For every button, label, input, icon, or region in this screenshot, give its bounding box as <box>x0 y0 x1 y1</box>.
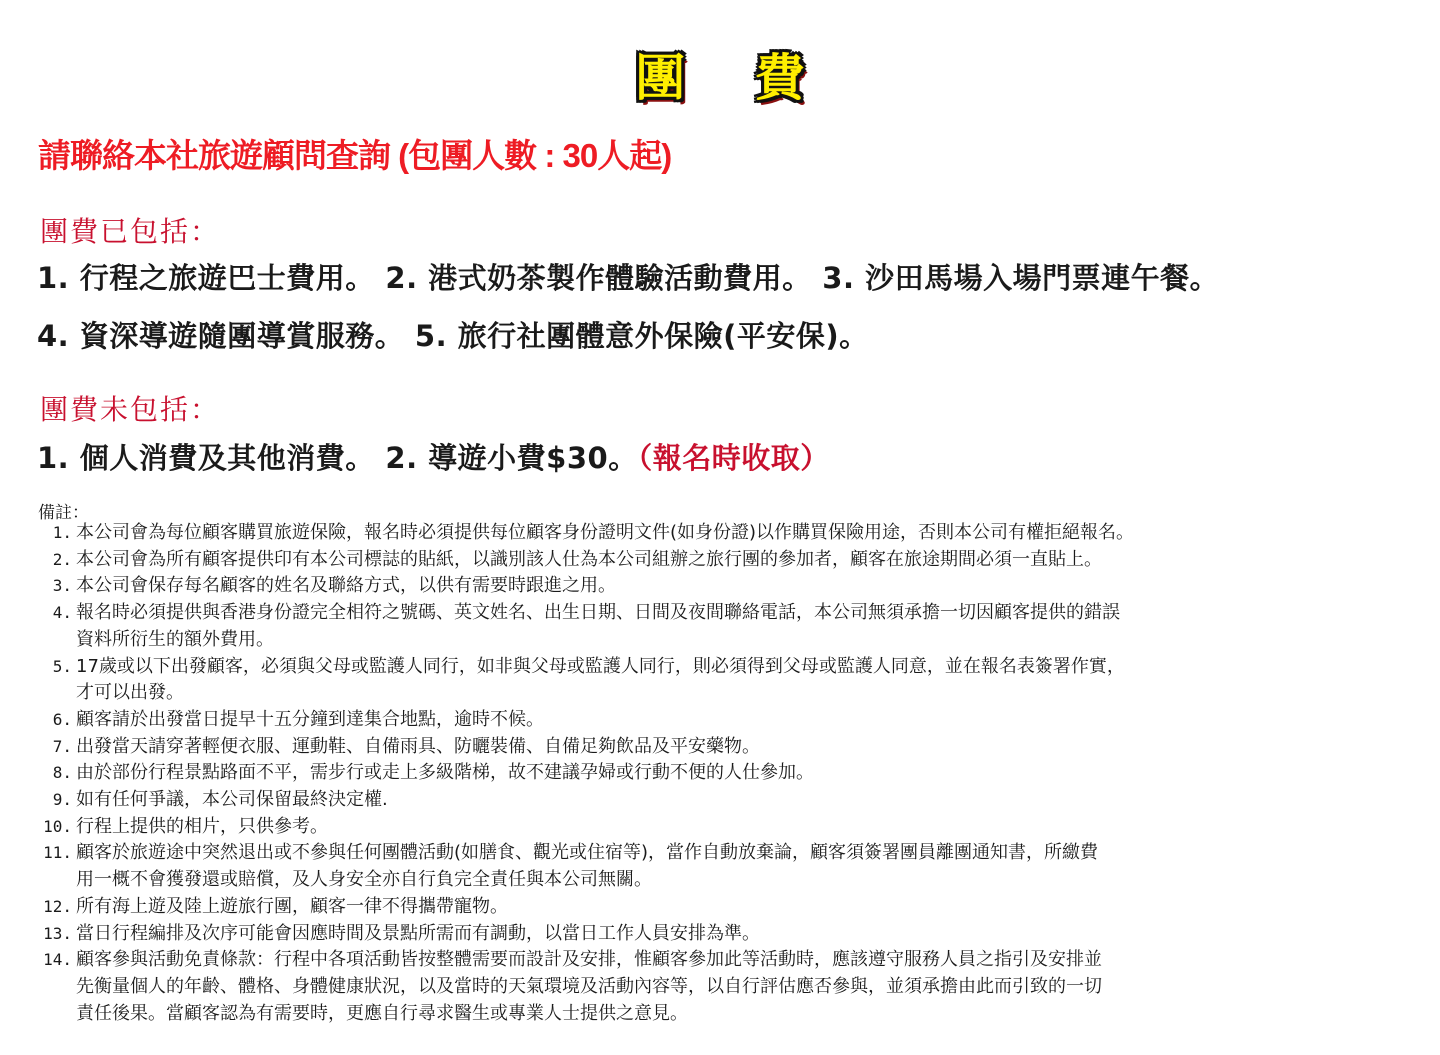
note-item <box>34 894 1424 921</box>
note-item <box>34 547 1424 574</box>
page-title: 團 費 <box>635 48 831 107</box>
note-line: 當日行程編排及次序可能會因應時間及景點所需而有調動，以當日工作人員安排為準。 <box>76 922 760 944</box>
note-text <box>76 734 760 761</box>
note-item <box>34 760 1424 787</box>
note-line: 用一概不會獲發還或賠償，及人身安全亦自行負完全責任與本公司無關。 <box>76 869 652 891</box>
notes-list <box>34 520 1424 1027</box>
notes-heading: 備註： <box>38 503 89 523</box>
note-number: 1. <box>52 523 72 542</box>
note-line: 顧客於旅遊途中突然退出或不參與任何團體活動(如膳食、觀光或住宿等)，當作自動放棄論，顧客須簽署團員離團通知書，所繳費 <box>76 842 1099 864</box>
note-line: 行程上提供的相片，只供參考。 <box>76 815 328 837</box>
note-line: 顧客請於出發當日提早十五分鐘到達集合地點，逾時不候。 <box>76 708 544 730</box>
note-number: 4. <box>52 603 72 623</box>
note-item <box>34 654 1424 707</box>
note-line: 才可以出發。 <box>76 682 184 704</box>
note-text <box>76 600 1120 653</box>
note-item <box>34 520 1424 547</box>
note-number: 11. <box>43 843 72 863</box>
note-item <box>34 600 1424 653</box>
note-number: 14. <box>43 950 72 970</box>
note-line: 17歲或以下出發顧客，必須與父母或監護人同行，如非與父母或監護人同行，則必須得到父母或監護人同意，並在報名表簽署作實， <box>76 655 1125 677</box>
note-line: 所有海上遊及陸上遊旅行團，顧客一律不得攜帶寵物。 <box>76 895 508 917</box>
note-line: 出發當天請穿著輕便衣服、運動鞋、自備雨具、防曬裝備、自備足夠飲品及平安藥物。 <box>76 735 760 757</box>
contact-line: 請聯絡本社旅遊顧問查詢 (包團人數 : 30人起) <box>38 137 672 174</box>
note-number: 10. <box>43 816 72 836</box>
note-item <box>34 814 1424 841</box>
note-line: 本公司會為每位顧客購買旅遊保險，報名時必須提供每位顧客身份證明文件(如身份證)以作購買保險用途，否則本公司有權拒絕報名。 <box>76 522 1135 543</box>
excluded-note: （報名時收取） <box>637 441 830 475</box>
note-number: 6. <box>52 709 72 729</box>
note-number: 3. <box>52 576 72 596</box>
note-number: 13. <box>43 923 72 943</box>
note-item <box>34 734 1424 761</box>
note-text <box>76 654 1125 707</box>
excluded-line <box>37 436 830 477</box>
included-line-1: 1. 行程之旅遊巴士費用。 2. 港式奶茶製作體驗活動費用。 3. 沙田馬場入場門票連午餐。 <box>37 261 1220 295</box>
note-number: 5. <box>52 656 72 676</box>
included-heading: 團費已包括： <box>40 215 221 248</box>
note-item <box>34 787 1424 814</box>
note-line: 責任後果。當顧客認為有需要時，更應自行尋求醫生或專業人士提供之意見。 <box>76 1002 688 1024</box>
note-number: 9. <box>52 790 72 810</box>
note-line: 本公司會保存每名顧客的姓名及聯絡方式，以供有需要時跟進之用。 <box>76 575 616 597</box>
note-item <box>34 707 1424 734</box>
note-text <box>76 573 616 600</box>
note-line: 如有任何爭議，本公司保留最終決定權. <box>76 789 388 811</box>
note-item <box>34 573 1424 600</box>
note-text <box>76 520 1134 547</box>
excluded-text: 1. 個人消費及其他消費。 2. 導遊小費$30。 <box>37 441 638 475</box>
note-number: 7. <box>52 736 72 756</box>
note-line: 報名時必須提供與香港身份證完全相符之號碼、英文姓名、出生日期、日間及夜間聯絡電話，本公司無須承擔一切因顧客提供的錯誤 <box>76 602 1120 624</box>
note-text <box>76 840 1098 893</box>
note-number: 8. <box>52 763 72 783</box>
included-line-2: 4. 資深導遊隨團導賞服務。 5. 旅行社團體意外保險(平安保)。 <box>37 319 869 353</box>
note-text <box>76 921 760 948</box>
note-text <box>76 894 508 921</box>
excluded-heading: 團費未包括： <box>40 393 221 426</box>
note-line: 由於部份行程景點路面不平，需步行或走上多級階梯，故不建議孕婦或行動不便的人仕參加。 <box>76 762 814 784</box>
note-line: 資料所衍生的額外費用。 <box>76 628 274 650</box>
note-text <box>76 787 388 814</box>
note-text <box>76 547 1102 574</box>
note-line: 先衡量個人的年齡、體格、身體健康狀況，以及當時的天氣環境及活動內容等，以自行評估應否參與，並須承擔由此而引致的一切 <box>76 975 1102 997</box>
note-number: 2. <box>52 549 72 569</box>
note-item <box>34 840 1424 893</box>
note-number: 12. <box>43 896 72 916</box>
title-container <box>0 38 1440 110</box>
note-item <box>34 921 1424 948</box>
note-line: 顧客參與活動免責條款：行程中各項活動皆按整體需要而設計及安排，惟顧客參加此等活動時，應該遵守服務人員之指引及安排並 <box>76 949 1102 971</box>
note-text <box>76 760 814 787</box>
note-text <box>76 947 1102 1027</box>
note-item <box>34 947 1424 1027</box>
note-line: 本公司會為所有顧客提供印有本公司標誌的貼紙，以識別該人仕為本公司組辦之旅行團的參加者，顧客在旅途期間必須一直貼上。 <box>76 548 1102 570</box>
note-text <box>76 707 544 734</box>
note-text <box>76 814 328 841</box>
